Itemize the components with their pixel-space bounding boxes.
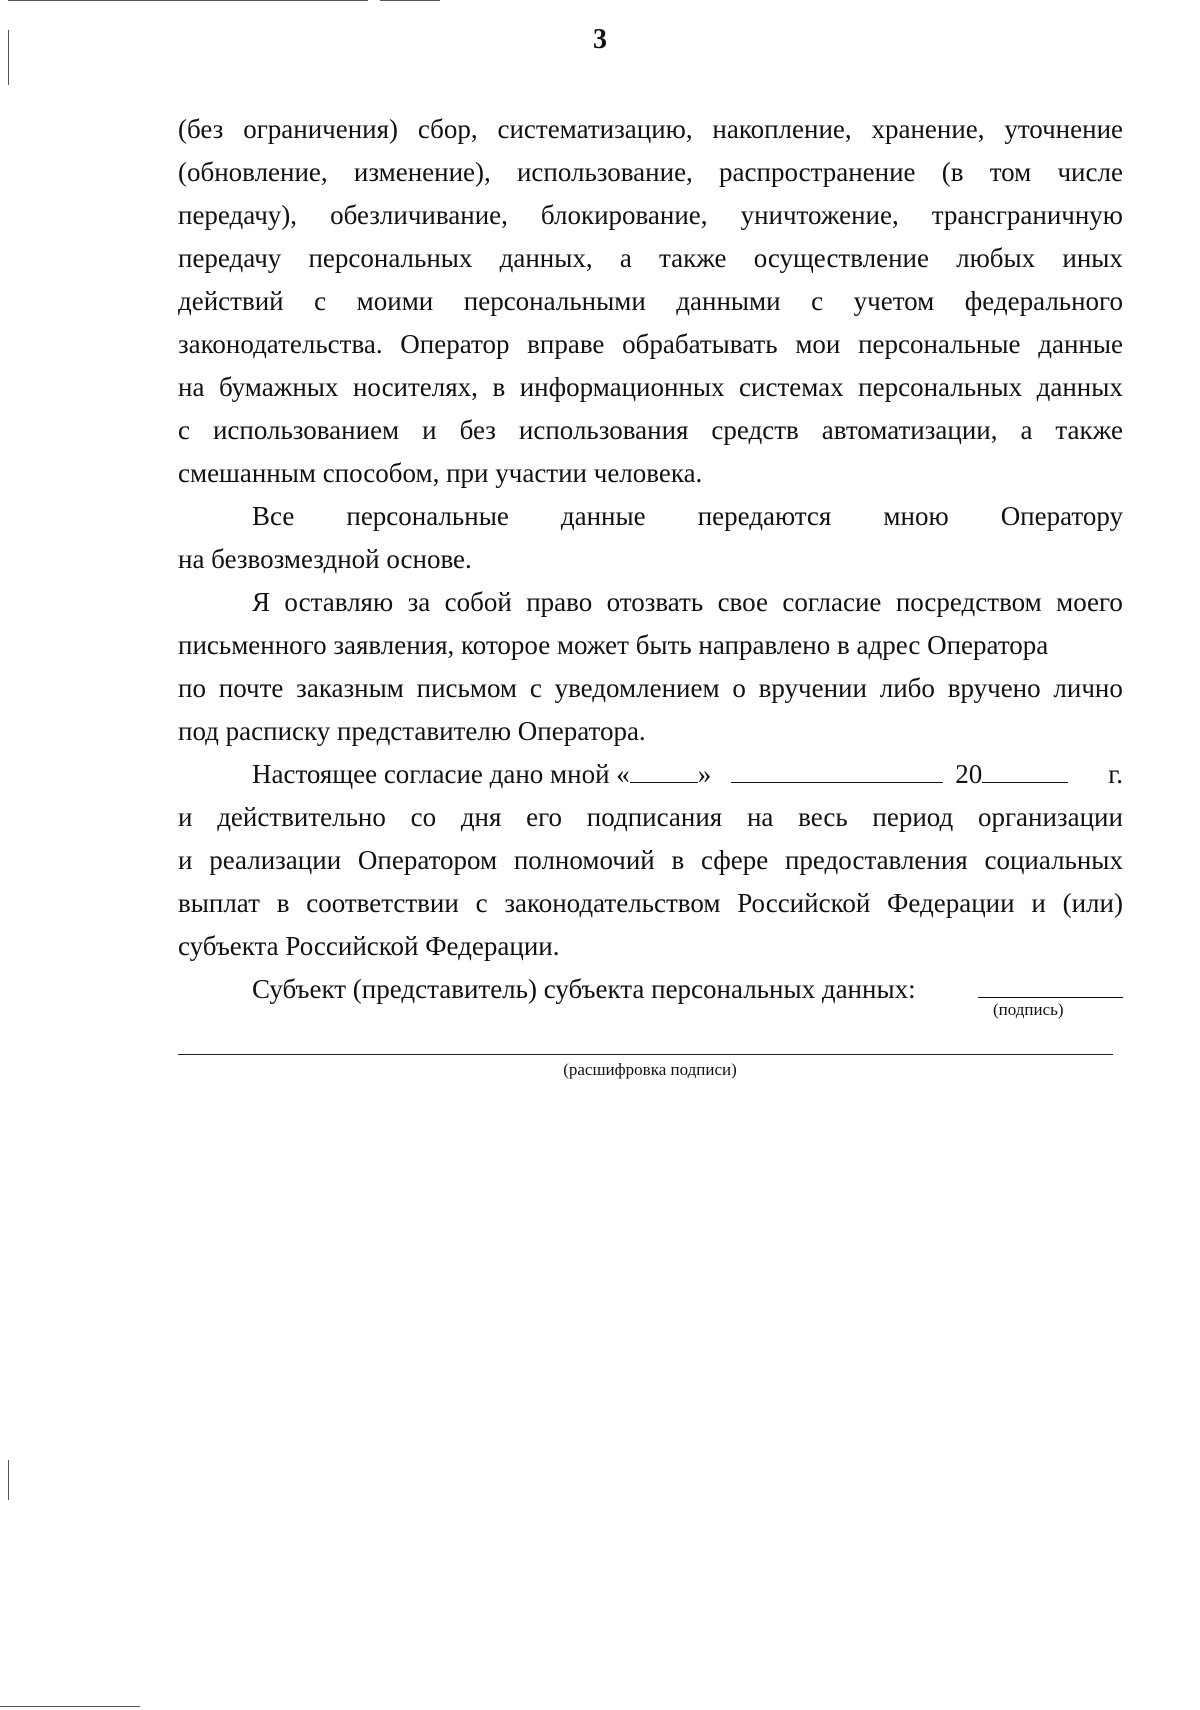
- word: (без: [178, 114, 224, 144]
- text-line: [178, 323, 1123, 366]
- document-body: [178, 108, 1123, 1011]
- word: сбор,: [417, 114, 478, 144]
- decode-signature-rule[interactable]: [178, 1054, 1113, 1055]
- word: использования: [518, 415, 689, 445]
- text-line: [178, 796, 1123, 839]
- word: персональных: [858, 372, 1023, 402]
- scan-artifact: [8, 0, 368, 1]
- word: иных: [1062, 243, 1123, 273]
- word: накопление,: [712, 114, 852, 144]
- word: дня: [460, 802, 502, 832]
- word: на: [178, 372, 205, 402]
- word: подписания: [586, 802, 723, 832]
- word: с: [529, 673, 542, 703]
- word: Российской: [737, 888, 871, 918]
- scan-artifact: [8, 30, 9, 85]
- word: автоматизации,: [821, 415, 998, 445]
- word: а: [1020, 415, 1033, 445]
- text-line: [178, 882, 1123, 925]
- word: социальных: [984, 845, 1123, 875]
- word: систематизацию,: [497, 114, 693, 144]
- word: согласие: [782, 587, 882, 617]
- word: за: [407, 587, 431, 617]
- text-span: под расписку представителю Оператора.: [178, 716, 646, 746]
- word: средств: [711, 415, 799, 445]
- signature-line: [178, 968, 1123, 1011]
- word: передачу),: [178, 200, 298, 230]
- word: бумажных: [218, 372, 339, 402]
- text-line: [178, 925, 1123, 968]
- word: отозвать: [606, 587, 704, 617]
- word: Все: [252, 501, 295, 531]
- word: персональными: [463, 286, 646, 316]
- scan-artifact: [380, 0, 440, 1]
- word: вручении: [758, 673, 867, 703]
- word: (или): [1062, 888, 1123, 918]
- word: свое: [717, 587, 768, 617]
- month-blank[interactable]: [731, 760, 943, 783]
- word: полномочий: [513, 845, 655, 875]
- word: моими: [356, 286, 434, 316]
- word: организации: [977, 802, 1123, 832]
- word: любых: [956, 243, 1036, 273]
- date-prefix: Настоящее согласие дано мной «: [252, 759, 630, 789]
- word: и: [178, 802, 193, 832]
- word: по: [178, 673, 206, 703]
- word: а: [619, 243, 632, 273]
- text-line: [178, 366, 1123, 409]
- word: также: [659, 243, 727, 273]
- word: данных: [1036, 372, 1123, 402]
- word: с: [314, 286, 327, 316]
- word: Я: [252, 587, 271, 617]
- word: данные: [560, 501, 646, 531]
- text-line: [178, 839, 1123, 882]
- text-line: [178, 108, 1123, 151]
- word: изменение),: [353, 157, 491, 187]
- text-span: субъекта Российской Федерации.: [178, 931, 560, 961]
- word: в: [671, 845, 685, 875]
- word: Федерации: [887, 888, 1015, 918]
- word: данных,: [499, 243, 593, 273]
- word: собой: [444, 587, 512, 617]
- text-line: [178, 151, 1123, 194]
- word: письмом: [416, 673, 518, 703]
- text-line: [178, 667, 1123, 710]
- word: персональные: [346, 501, 509, 531]
- word: данные: [1038, 329, 1123, 359]
- word: предоставления: [784, 845, 968, 875]
- text-line: [178, 409, 1123, 452]
- word: носителях,: [352, 372, 478, 402]
- word: хранение,: [871, 114, 985, 144]
- word: право: [526, 587, 593, 617]
- word: использованием: [212, 415, 400, 445]
- word: Оператором: [357, 845, 498, 875]
- decode-signature-caption: (расшифровка подписи): [563, 1060, 737, 1079]
- word: с: [811, 286, 824, 316]
- word: федерального: [964, 286, 1123, 316]
- word: мною: [883, 501, 949, 531]
- text-line: [178, 495, 1123, 538]
- word: в: [276, 888, 290, 918]
- word: реализации: [209, 845, 342, 875]
- text-line: [178, 538, 1123, 581]
- word: и: [178, 845, 193, 875]
- word: и: [1031, 888, 1046, 918]
- word: выплат: [178, 888, 260, 918]
- word: ограничения): [243, 114, 399, 144]
- scan-artifact: [8, 1460, 9, 1500]
- year-suffix: г.: [1108, 759, 1123, 789]
- word: уничтожение,: [740, 200, 899, 230]
- word: со: [410, 802, 437, 832]
- signature-blank[interactable]: [978, 975, 1123, 998]
- word: передачу: [178, 243, 282, 273]
- word: моего: [1056, 587, 1123, 617]
- word: законодательством: [504, 888, 721, 918]
- signature-caption: (подпись): [993, 1000, 1064, 1019]
- text-span: письменного заявления, которое может быть направлено в адрес Оператора: [178, 630, 1049, 660]
- word: трансграничную: [931, 200, 1123, 230]
- word: почте: [218, 673, 284, 703]
- word: посредством: [895, 587, 1042, 617]
- word: вправе: [527, 329, 605, 359]
- word: законодательства.: [178, 329, 383, 359]
- word: действительно: [217, 802, 386, 832]
- word: в: [492, 372, 506, 402]
- signature-label: Субъект (представитель) субъекта персональных данных:: [252, 974, 916, 1004]
- text-line: [178, 194, 1123, 237]
- word: обрабатывать: [622, 329, 778, 359]
- date-quote-close: »: [697, 759, 712, 789]
- word: (в: [941, 157, 964, 187]
- text-line: [178, 624, 1123, 667]
- word: сфере: [700, 845, 769, 875]
- page-number: 3: [593, 24, 607, 55]
- word: уведомлением: [554, 673, 720, 703]
- word: использование,: [516, 157, 693, 187]
- word: на: [746, 802, 774, 832]
- year-blank[interactable]: [982, 760, 1068, 783]
- word: весь: [798, 802, 848, 832]
- word: вручено: [947, 673, 1041, 703]
- word: с: [475, 888, 488, 918]
- word: либо: [879, 673, 935, 703]
- word: персональные: [858, 329, 1021, 359]
- word: уточнение: [1004, 114, 1123, 144]
- word: без: [459, 415, 496, 445]
- word: системах: [739, 372, 844, 402]
- word: числе: [1057, 157, 1123, 187]
- word: Оператор: [400, 329, 510, 359]
- text-span: смешанным способом, при участии человека.: [178, 458, 703, 488]
- word: осуществление: [753, 243, 929, 273]
- text-span: на безвозмездной основе.: [178, 544, 472, 574]
- word: учетом: [853, 286, 935, 316]
- word: его: [526, 802, 563, 832]
- word: том: [989, 157, 1032, 187]
- text-line: [178, 710, 1123, 753]
- text-line: [178, 280, 1123, 323]
- word: данными: [676, 286, 781, 316]
- word: мои: [795, 329, 841, 359]
- text-line: [178, 237, 1123, 280]
- word: передаются: [697, 501, 832, 531]
- word: с: [178, 415, 190, 445]
- word: блокирование,: [540, 200, 708, 230]
- year-prefix: 20: [955, 759, 983, 789]
- word: также: [1055, 415, 1123, 445]
- word: действий: [178, 286, 284, 316]
- word: заказным: [296, 673, 404, 703]
- word: лично: [1053, 673, 1123, 703]
- text-line: [178, 581, 1123, 624]
- word: персональных: [308, 243, 473, 273]
- date-line: [178, 753, 1123, 796]
- word: (обновление,: [178, 157, 328, 187]
- word: информационных: [519, 372, 725, 402]
- word: соответствии: [306, 888, 459, 918]
- word: распространение: [719, 157, 916, 187]
- word: обезличивание,: [330, 200, 508, 230]
- scan-artifact: [0, 1706, 140, 1707]
- word: оставляю: [284, 587, 394, 617]
- word: и: [422, 415, 437, 445]
- word: период: [872, 802, 954, 832]
- word: Оператору: [1000, 501, 1123, 531]
- text-line: [178, 452, 1123, 495]
- word: о: [732, 673, 746, 703]
- day-blank[interactable]: [630, 760, 698, 783]
